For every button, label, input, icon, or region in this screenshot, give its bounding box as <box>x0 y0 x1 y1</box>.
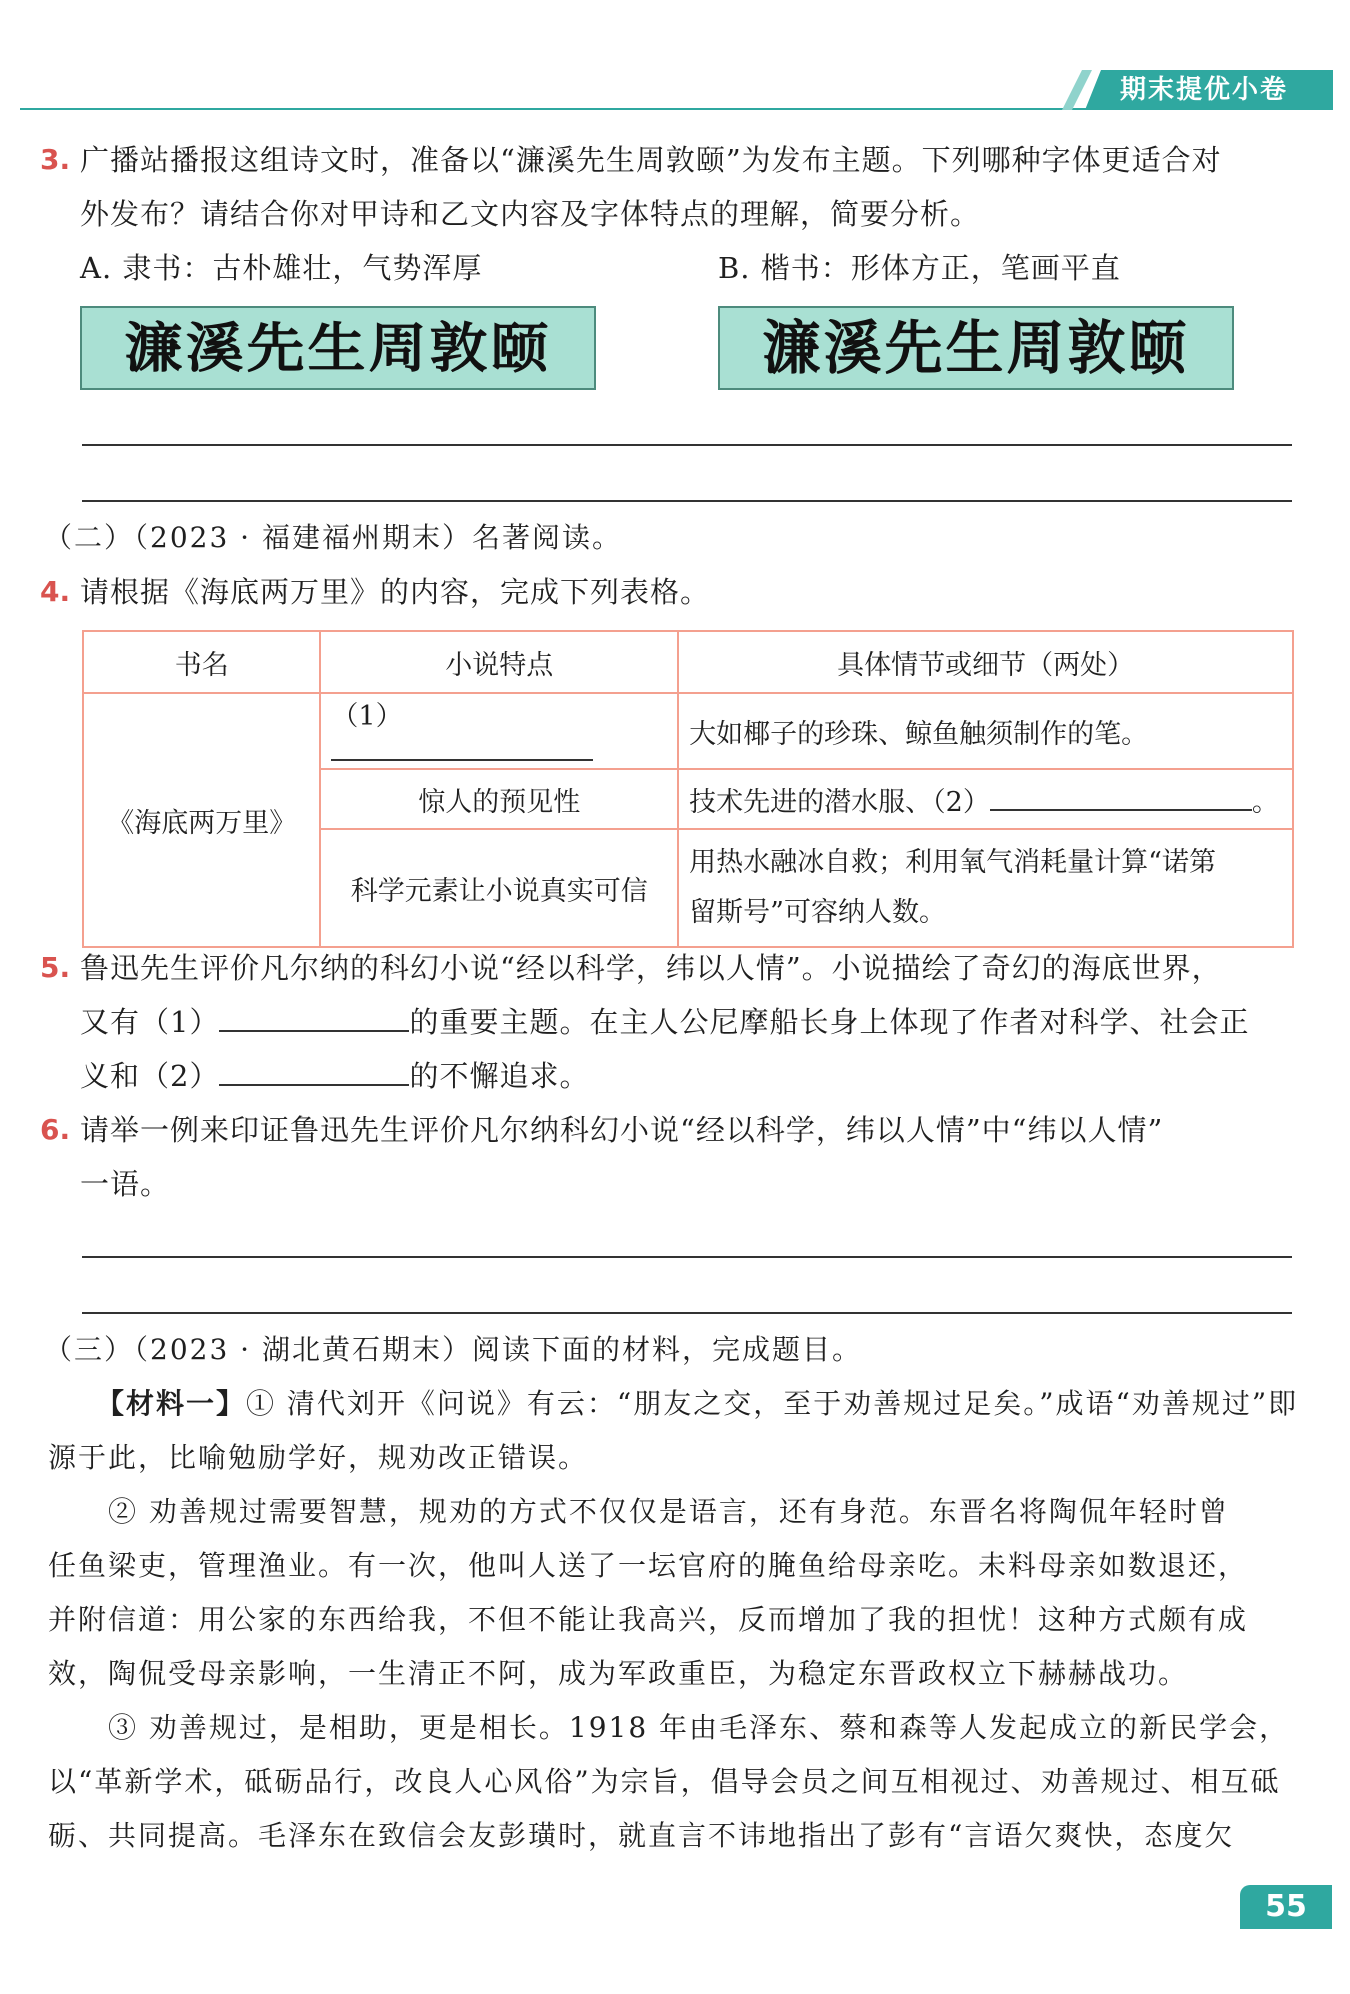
page-number: 55 <box>1240 1885 1332 1929</box>
answer-blank[interactable] <box>990 783 1252 811</box>
question-number-6: 6. <box>40 1113 71 1146</box>
q6-line2: 一语。 <box>80 1167 171 1201</box>
detail-cell: 大如椰子的珍珠、鲸鱼触须制作的笔。 <box>678 693 1293 769</box>
material-p2-line4: 效，陶侃受母亲影响，一生清正不阿，成为军政重臣，为稳定东晋政权立下赫赫战功。 <box>48 1657 1189 1690</box>
detail-prefix: 技术先进的潜水服、（2） <box>689 786 990 818</box>
reading-table <box>82 630 1294 948</box>
detail-cell <box>678 829 1293 947</box>
q5-line2-prefix: 又有（1） <box>80 1005 220 1039</box>
table-header: 书名 <box>83 631 320 693</box>
q5-line2-suffix: 的重要主题。在主人公尼摩船长身上体现了作者对科学、社会正 <box>409 1005 1250 1039</box>
answer-line[interactable] <box>82 1256 1292 1258</box>
question-number-3: 3. <box>40 143 71 176</box>
question-number-4: 4. <box>40 575 71 608</box>
material-p1-line2: 源于此，比喻勉励学好，规劝改正错误。 <box>48 1441 589 1474</box>
material-p3-line3: 砺、共同提高。毛泽东在致信会友彭璜时，就直言不讳地指出了彭有“言语欠爽快，态度欠 <box>48 1819 1235 1852</box>
feature-cell <box>320 693 678 769</box>
detail-line: 用热水融冰自救；利用氧气消耗量计算“诺第 <box>689 847 1216 878</box>
answer-line[interactable] <box>82 1312 1292 1314</box>
q4-text: 请根据《海底两万里》的内容，完成下列表格。 <box>80 575 711 609</box>
q5-line3-suffix: 的不懈追求。 <box>409 1059 590 1093</box>
book-title-cell: 《海底两万里》 <box>83 693 320 947</box>
answer-line[interactable] <box>82 444 1292 446</box>
table-row <box>83 693 1293 769</box>
table-header: 小说特点 <box>320 631 678 693</box>
table-header: 具体情节或细节（两处） <box>678 631 1293 693</box>
answer-blank[interactable] <box>331 733 593 761</box>
material-p3-line1: ③ 劝善规过，是相助，更是相长。1918 年由毛泽东、蔡和森等人发起成立的新民学会， <box>108 1711 1290 1744</box>
answer-line[interactable] <box>82 500 1292 502</box>
font-sample-b <box>718 306 1234 390</box>
q6-line1: 请举一例来印证鲁迅先生评价凡尔纳科幻小说“经以科学，纬以人情”中“纬以人情” <box>80 1113 1164 1147</box>
feature-cell: 惊人的预见性 <box>320 769 678 829</box>
material-p1-text: ① 清代刘开《问说》有云：“朋友之交，至于劝善规过足矣。”成语“劝善规过”即 <box>246 1387 1299 1420</box>
table-header-row <box>83 631 1293 693</box>
q5-line3 <box>80 1056 589 1096</box>
question-number-5: 5. <box>40 951 71 984</box>
section-label: 期末提优小卷 <box>1120 75 1289 105</box>
material-p2-line1: ② 劝善规过需要智慧，规劝的方式不仅仅是语言，还有身范。东晋名将陶侃年轻时曾 <box>108 1495 1229 1528</box>
font-sample-a-text: 濂溪先生周敦颐 <box>124 316 552 380</box>
feature-cell: 科学元素让小说真实可信 <box>320 829 678 947</box>
material-p1-line1 <box>96 1384 1298 1424</box>
section2-heading: （二）（2023 · 福建福州期末）名著阅读。 <box>44 521 622 554</box>
option-b: B. 楷书：形体方正，笔画平直 <box>718 251 1121 285</box>
material-label: 【材料一】 <box>96 1387 247 1420</box>
section3-heading: （三）（2023 · 湖北黄石期末）阅读下面的材料，完成题目。 <box>44 1333 862 1366</box>
feature-label: （1） <box>331 701 403 732</box>
font-sample-a <box>80 306 596 390</box>
detail-line: 留斯号”可容纳人数。 <box>689 897 946 928</box>
answer-blank[interactable] <box>219 1058 409 1086</box>
q5-line1: 鲁迅先生评价凡尔纳的科幻小说“经以科学，纬以人情”。小说描绘了奇幻的海底世界， <box>80 951 1222 985</box>
material-p2-line3: 并附信道：用公家的东西给我，不但不能让我高兴，反而增加了我的担忧！这种方式颇有成 <box>48 1603 1249 1636</box>
detail-cell <box>678 769 1293 829</box>
option-a: A. 隶书：古朴雄壮，气势浑厚 <box>80 251 483 285</box>
q3-line2: 外发布？请结合你对甲诗和乙文内容及字体特点的理解，简要分析。 <box>80 197 981 231</box>
answer-blank[interactable] <box>219 1004 409 1032</box>
q5-line3-prefix: 义和（2） <box>80 1059 220 1093</box>
material-p3-line2: 以“革新学术，砥砺品行，改良人心风俗”为宗旨，倡导会员之间互相视过、劝善规过、相互砥 <box>48 1765 1281 1798</box>
q5-line2 <box>80 1002 1249 1042</box>
material-p2-line2: 任鱼梁吏，管理渔业。有一次，他叫人送了一坛官府的腌鱼给母亲吃。未料母亲如数退还， <box>48 1549 1249 1582</box>
q3-line1: 广播站播报这组诗文时，准备以“濂溪先生周敦颐”为发布主题。下列哪种字体更适合对 <box>80 143 1222 177</box>
font-sample-b-text: 濂溪先生周敦颐 <box>762 314 1190 382</box>
detail-suffix: 。 <box>1251 786 1279 818</box>
